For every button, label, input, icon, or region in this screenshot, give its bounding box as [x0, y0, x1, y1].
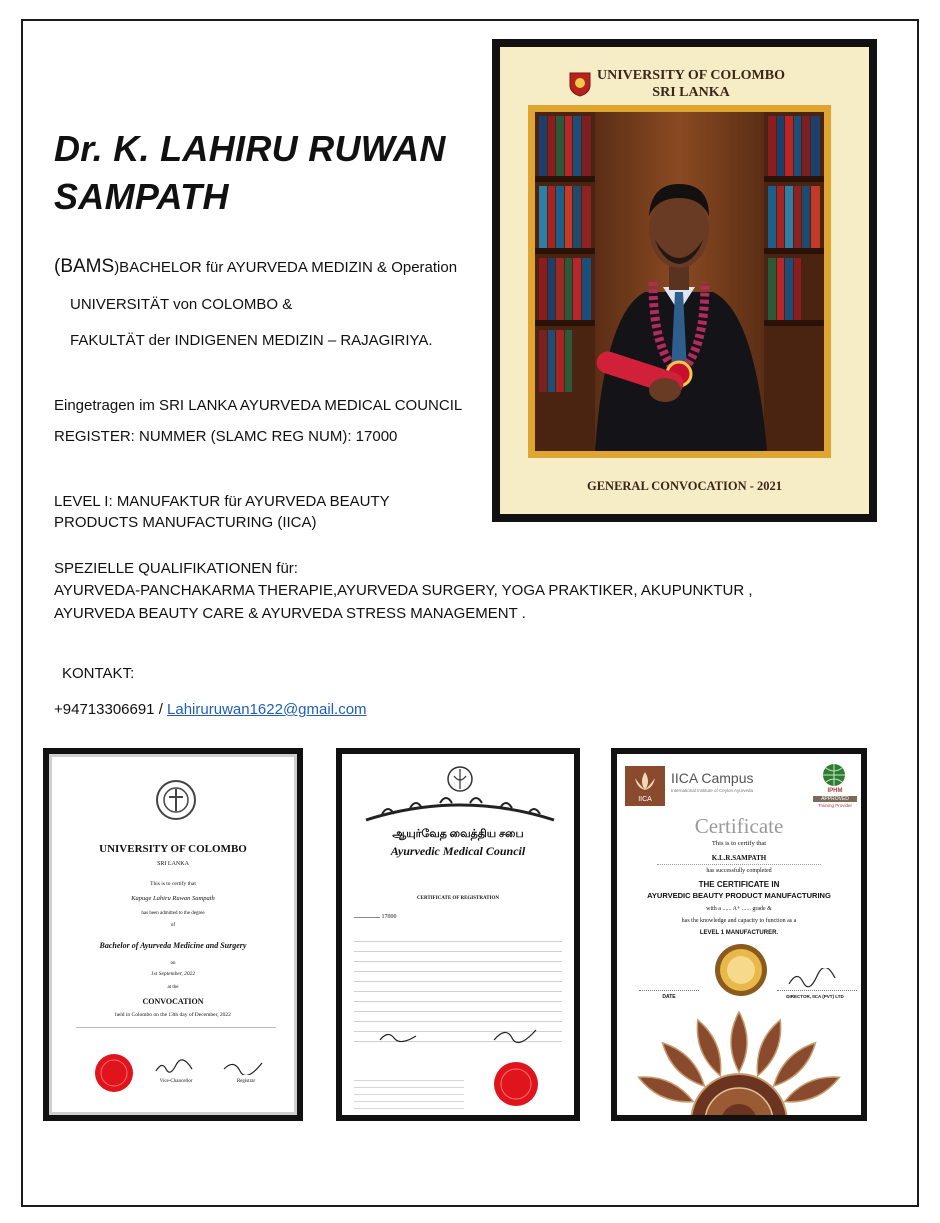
- register-number-line: REGISTER: NUMMER (SLAMC REG NUM): 17000: [54, 428, 398, 445]
- degree-of: of: [170, 923, 176, 928]
- degree-certify: This is to certify that: [150, 881, 196, 887]
- registered-line: Eingetragen im SRI LANKA AYURVEDA MEDICAL COUNCIL: [54, 397, 463, 414]
- level-line1: LEVEL I: MANUFAKTUR für AYURVEDA BEAUTY: [54, 493, 390, 510]
- university-crest-icon: [568, 71, 592, 97]
- university-line: UNIVERSITÄT von COLOMBO &: [70, 296, 293, 313]
- quals-line1: AYURVEDA-PANCHAKARMA THERAPIE,AYURVEDA SURGERY, YOGA PRAKTIKER, AKUPUNKTUR ,: [54, 582, 753, 599]
- council-red-seal-icon: [492, 1060, 540, 1108]
- iphm-label: IPHM: [827, 788, 843, 794]
- iica-date-label: DATE: [662, 994, 676, 1000]
- iica-director-signature-icon: [787, 968, 837, 988]
- council-title-en: Ayurvedic Medical Council: [390, 844, 526, 858]
- degree-certificate: [43, 748, 303, 1121]
- iica-certificate: [611, 748, 867, 1121]
- degree-on: on: [170, 961, 176, 966]
- degree-title: Bachelor of Ayurveda Medicine and Surgery: [99, 941, 247, 950]
- council-reg-number: [354, 914, 397, 920]
- level-line2: PRODUCTS MANUFACTURING (IICA): [54, 514, 317, 531]
- photo-frame: [528, 105, 831, 458]
- graduate-portrait: [535, 112, 824, 451]
- iphm-globe-icon: [821, 762, 847, 788]
- degree-holder: Kapuge Lahiru Ruwan Sampath: [131, 895, 215, 902]
- council-sinhala-banner-icon: [362, 796, 558, 824]
- iphm-approved: APPROVED: [813, 796, 857, 802]
- email-link[interactable]: Lahiruruwan1622@gmail.com: [167, 701, 367, 718]
- council-emblem-icon: [446, 764, 474, 794]
- iica-line2: AYURVEDIC BEAUTY PRODUCT MANUFACTURING: [647, 891, 831, 900]
- iica-campus: IICA Campus: [671, 770, 754, 786]
- council-certificate: [336, 748, 580, 1121]
- degree-date: 1st September, 2022: [150, 971, 196, 977]
- photo-university-line1: UNIVERSITY OF COLOMBO: [597, 68, 785, 83]
- iica-line1: THE CERTIFICATE IN: [698, 880, 780, 889]
- registrar-label: Registrar: [236, 1079, 256, 1084]
- university-seal-icon: [155, 775, 197, 825]
- degree-country: SRI LANKA: [157, 861, 189, 867]
- doctor-name: [54, 125, 446, 221]
- iica-lotus-icon: [625, 766, 665, 794]
- iica-certify: This is to certify that: [711, 840, 767, 847]
- iica-mandala-decoration-icon: [617, 1004, 861, 1115]
- graduate-portrait-illustration: [535, 112, 824, 451]
- council-title-tamil: ஆயுர்வேத வைத்திய சபை: [392, 828, 524, 840]
- graduation-photo-card: [492, 39, 877, 522]
- faculty-line: FAKULTÄT der INDIGENEN MEDIZIN – RAJAGIRIYA.: [70, 332, 433, 349]
- council-heading: CERTIFICATE OF REGISTRATION: [417, 896, 499, 901]
- doctor-name-line2: SAMPATH: [54, 176, 229, 217]
- degree-row: [54, 256, 457, 278]
- iica-capacity: has the knowledge and capacity to function as a: [681, 918, 797, 924]
- iica-grade: with a ...... A+ ...... grade &: [706, 906, 772, 912]
- degree-event: CONVOCATION: [142, 997, 204, 1006]
- iica-gold-seal-icon: [713, 942, 769, 998]
- contact-label: KONTAKT:: [62, 665, 135, 682]
- vice-chancellor-signature-icon: [154, 1059, 194, 1075]
- iica-campus-sub: International Institute of Ceylon Ayurveda: [671, 788, 753, 793]
- iica-level: LEVEL 1 MANUFACTURER.: [699, 930, 779, 936]
- council-reg-number-value: 17000: [381, 914, 397, 920]
- quals-heading: SPEZIELLE QUALIFIKATIONEN für:: [54, 560, 298, 577]
- degree-line: )BACHELOR für AYURVEDA MEDIZIN & Operation: [114, 259, 458, 276]
- phone-number: +94713306691 /: [54, 701, 168, 718]
- photo-university-heading: [596, 67, 786, 101]
- vice-chancellor-label: Vice-Chancellor: [159, 1079, 193, 1084]
- photo-university-line2: SRI LANKA: [652, 85, 730, 100]
- degree-red-seal-icon: [94, 1053, 134, 1093]
- degree-admitted: has been admitted to the degree: [141, 911, 205, 916]
- quals-line2: AYURVEDA BEAUTY CARE & AYURVEDA STRESS MANAGEMENT .: [54, 605, 526, 622]
- doctor-name-line1: Dr. K. LAHIRU RUWAN: [54, 128, 446, 169]
- iica-holder: K.L.R.SAMPATH: [711, 854, 767, 862]
- iica-director-label: DIRECTOR, IICA (PVT) LTD: [786, 994, 844, 999]
- iica-completed: has successfully completed: [706, 868, 772, 874]
- iica-certificate-title: Certificate: [694, 814, 784, 838]
- contact-row: [54, 701, 367, 718]
- council-signature-right-icon: [492, 1026, 538, 1044]
- registrar-signature-icon: [222, 1059, 266, 1075]
- degree-abbr: (BAMS: [54, 256, 115, 277]
- council-signature-left-icon: [378, 1030, 418, 1044]
- degree-at-the: at the: [167, 985, 179, 990]
- degree-held: held in Colombo on the 13th day of December, 2022: [115, 1012, 231, 1018]
- convocation-caption: GENERAL CONVOCATION - 2021: [586, 479, 783, 493]
- iphm-provider: Training Provider: [817, 803, 853, 808]
- degree-university: UNIVERSITY OF COLOMBO: [99, 843, 247, 855]
- iica-logo: [625, 766, 665, 806]
- iica-logo-text: IICA: [638, 796, 652, 803]
